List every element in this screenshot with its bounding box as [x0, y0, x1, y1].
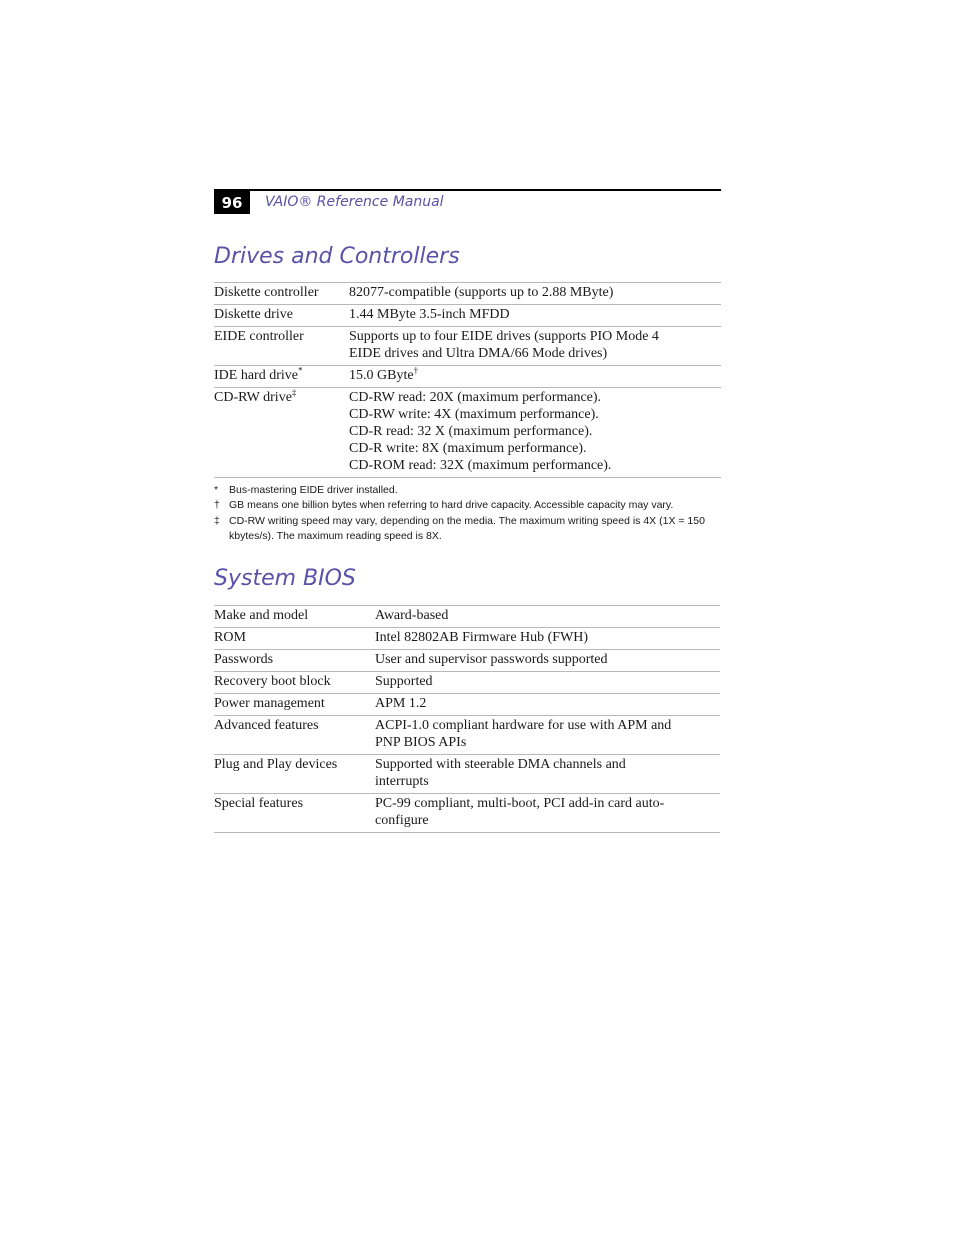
footnote-text: CD-RW writing speed may vary, depending on the media. The maximum writing speed is 4X (1X = 150 kbytes/s). The maximum reading speed is 8X.: [229, 514, 705, 542]
spec-value-text: CD-RW write: 4X (maximum performance).: [349, 407, 599, 422]
drives-row-label-cell: [214, 305, 349, 327]
spec-value-text: EIDE drives and Ultra DMA/66 Mode drives): [349, 346, 608, 361]
spec-label: Diskette controller: [214, 285, 319, 300]
bios-row-label-cell: [214, 794, 375, 833]
bios-row: [214, 716, 720, 755]
spec-label: ROM: [214, 630, 246, 645]
spec-value-text: CD-R read: 32 X (maximum performance).: [349, 424, 593, 439]
bios-section-title: System BIOS: [214, 566, 356, 591]
bios-row: [214, 694, 720, 716]
bios-row-label-cell: [214, 716, 375, 755]
drives-row-value-cell: [349, 388, 721, 478]
spec-value: User and supervisor passwords supported: [375, 652, 608, 667]
spec-value: [349, 306, 721, 323]
bios-row-value-cell: [375, 672, 720, 694]
bios-row: [214, 650, 720, 672]
spec-label: IDE hard drive: [214, 368, 298, 383]
bios-row-value-cell: [375, 794, 720, 833]
drives-row-value-cell: [349, 305, 721, 327]
spec-value: [349, 406, 721, 423]
spec-value: APM 1.2: [375, 696, 427, 711]
footnote: [214, 514, 724, 545]
spec-value-text: 82077-compatible (supports up to 2.88 MByte): [349, 285, 614, 300]
drives-row-value-cell: [349, 327, 721, 366]
spec-label: Diskette drive: [214, 307, 293, 322]
spec-label: Make and model: [214, 608, 309, 623]
spec-value: Supported: [375, 674, 433, 689]
spec-value: configure: [375, 813, 429, 828]
drives-row-label-cell: [214, 283, 349, 305]
spec-value: ACPI-1.0 compliant hardware for use with APM and: [375, 718, 672, 733]
spec-label: Plug and Play devices: [214, 757, 338, 772]
bios-row-label-cell: [214, 650, 375, 672]
drives-row: [214, 305, 721, 327]
bios-row-label-cell: [214, 694, 375, 716]
drives-table: [214, 282, 721, 478]
spec-value-text: 15.0 GByte: [349, 368, 414, 383]
spec-value: [349, 457, 721, 474]
footnote-ref: *: [297, 365, 303, 376]
spec-value-text: CD-ROM read: 32X (maximum performance).: [349, 458, 612, 473]
spec-value: [349, 440, 721, 457]
footnote-ref: †: [413, 365, 419, 376]
drives-footnotes: [214, 483, 724, 544]
footnote-mark: *: [214, 484, 219, 496]
spec-label: EIDE controller: [214, 329, 304, 344]
bios-row-label-cell: [214, 672, 375, 694]
page-number: 96: [214, 191, 250, 214]
bios-row: [214, 794, 720, 833]
spec-value-text: CD-RW read: 20X (maximum performance).: [349, 390, 602, 405]
footnote-text: GB means one billion bytes when referring to hard drive capacity. Accessible capacity may vary.: [229, 499, 674, 512]
bios-row-label-cell: [214, 755, 375, 794]
footnote: [214, 483, 724, 498]
spec-value-text: 1.44 MByte 3.5-inch MFDD: [349, 307, 510, 322]
drives-row: [214, 283, 721, 305]
footnote: [214, 498, 724, 513]
spec-label: Recovery boot block: [214, 674, 331, 689]
bios-table: [214, 605, 720, 833]
drives-row-value-cell: [349, 366, 721, 388]
drives-row-label-cell: [214, 388, 349, 478]
drives-row-value-cell: [349, 283, 721, 305]
bios-row-label-cell: [214, 606, 375, 628]
footnote-ref: ‡: [291, 387, 297, 398]
footnote-text: Bus-mastering EIDE driver installed.: [229, 484, 398, 496]
drives-row: [214, 366, 721, 388]
drives-row: [214, 327, 721, 366]
spec-value: [349, 284, 721, 301]
spec-value: PC-99 compliant, multi-boot, PCI add-in card auto-: [375, 796, 665, 811]
bios-row-value-cell: [375, 650, 720, 672]
spec-label: Special features: [214, 796, 304, 811]
spec-value: [349, 389, 721, 406]
bios-row: [214, 606, 720, 628]
spec-value: [349, 423, 721, 440]
header-rule: [214, 189, 721, 191]
spec-value-text: CD-R write: 8X (maximum performance).: [349, 441, 587, 456]
bios-row-label-cell: [214, 628, 375, 650]
bios-row: [214, 628, 720, 650]
footnote-mark: ‡: [214, 514, 220, 527]
spec-label: CD-RW drive: [214, 390, 292, 405]
spec-value: [349, 367, 721, 384]
spec-label: Power management: [214, 696, 325, 711]
spec-value: interrupts: [375, 774, 429, 789]
running-title: VAIO® Reference Manual: [265, 194, 444, 210]
spec-label: Advanced features: [214, 718, 319, 733]
drives-row-label-cell: [214, 366, 349, 388]
footnote-mark: †: [214, 499, 220, 512]
spec-label: Passwords: [214, 652, 274, 667]
spec-value: Supported with steerable DMA channels and: [375, 757, 626, 772]
drives-row-label-cell: [214, 327, 349, 366]
bios-row: [214, 672, 720, 694]
bios-row-value-cell: [375, 716, 720, 755]
bios-row: [214, 755, 720, 794]
bios-row-value-cell: [375, 755, 720, 794]
spec-value: [349, 328, 721, 345]
drives-row: [214, 388, 721, 478]
spec-value-text: Supports up to four EIDE drives (supports PIO Mode 4: [349, 329, 659, 344]
spec-value: [349, 345, 721, 362]
bios-row-value-cell: [375, 606, 720, 628]
bios-row-value-cell: [375, 694, 720, 716]
spec-value: PNP BIOS APIs: [375, 735, 467, 750]
spec-value: Award-based: [375, 608, 449, 623]
bios-row-value-cell: [375, 628, 720, 650]
spec-value: Intel 82802AB Firmware Hub (FWH): [375, 630, 589, 645]
drives-section-title: Drives and Controllers: [214, 244, 460, 269]
